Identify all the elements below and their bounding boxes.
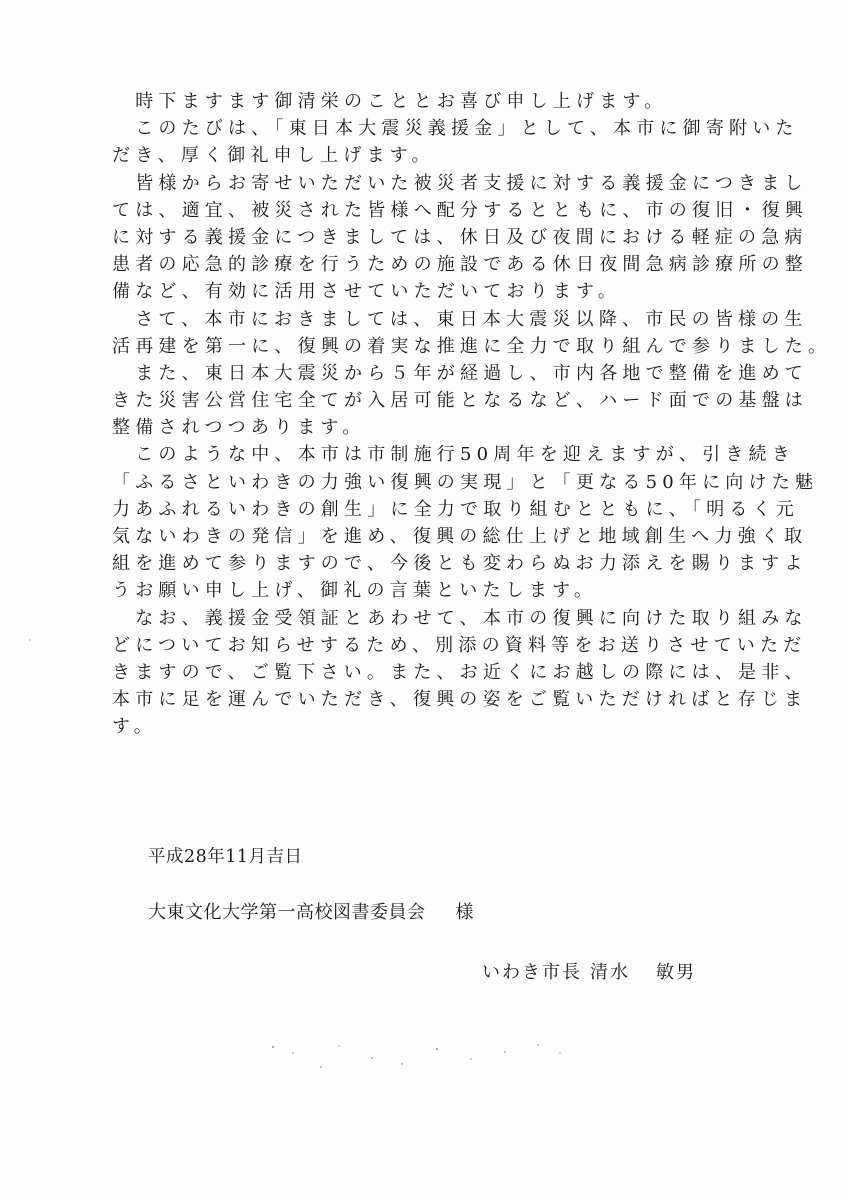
letter-line-24: す。 [112, 716, 157, 738]
letter-line-12: きた災害公営住宅全てが入居可能となるなど、ハード面での基盤は [112, 390, 808, 412]
letter-line-09: さて、本市におきましては、東日本大震災以降、市民の皆様の生 [112, 308, 808, 330]
letter-line-19: うお願い申し上げ、御礼の言葉といたします。 [112, 580, 598, 602]
letter-line-11: また、東日本大震災から５年が経過し、市内各地で整備を進めて [112, 362, 808, 384]
letter-line-22: きますので、ご覧下さい。また、お近くにお越しの際には、是非、 [112, 661, 808, 683]
letter-line-16: 力あふれるいわきの創生」に全力で取り組むとともに、「明るく元 [112, 498, 799, 520]
letter-line-14: このような中、本市は市制施行50周年を迎えますが、引き続き [112, 444, 795, 466]
letter-line-08: 備など、有効に活用させていただいております。 [112, 281, 621, 303]
sender-title: いわき市長 [482, 962, 582, 983]
letter-line-17: 気ないわきの発信」を進め、復興の総仕上げと地域創生へ力強く取 [112, 526, 808, 547]
letter-line-10: 活再建を第一に、復興の着実な推進に全力で取り組んで参りました。 [112, 335, 832, 357]
letter-line-04: 皆様からお寄せいただいた被災者支援に対する義援金につきまし [112, 172, 808, 194]
letter-line-21: どについてお知らせするため、別添の資料等をお送りさせていただ [112, 634, 807, 656]
recipient-honorific: 様 [455, 902, 474, 923]
letter-line-06: に対する義援金につきましては、休日及び夜間における軽症の急病 [112, 226, 808, 248]
recipient-name: 大東文化大学第一高校図書委員会 [148, 902, 426, 923]
sender-family-name: 清水 [590, 962, 630, 983]
letter-line-02: このたびは、「東日本大震災義援金」として、本市に御寄附いた [112, 118, 799, 140]
letter-line-18: 組を進めて参りますので、今後とも変わらぬお力添えを賜りますよ [112, 553, 808, 575]
letter-date: 平成28年11月吉日 [148, 847, 303, 867]
letter-line-01: 時下ますます御清栄のこととお喜び申し上げます。 [112, 91, 668, 112]
letter-line-07: 患者の応急的診療を行うための施設である休日夜間急病診療所の整 [112, 254, 808, 276]
sender-given-name: 敏男 [656, 962, 696, 983]
letter-line-05: ては、適宜、被災された皆様へ配分するとともに、市の復旧・復興 [112, 199, 808, 221]
letter-line-03: だき、厚く御礼申し上げます。 [112, 145, 435, 167]
letter-line-20: なお、義援金受領証とあわせて、本市の復興に向けた取り組みな [112, 607, 808, 629]
letter-line-13: 整備されつつあります。 [112, 417, 366, 439]
letter-line-15: 「ふるさといわきの力強い復興の実現」と「更なる50年に向けた魅 [112, 471, 819, 493]
letter-line-23: 本市に足を運んでいただき、復興の姿をご覧いただければと存じま [112, 689, 808, 711]
